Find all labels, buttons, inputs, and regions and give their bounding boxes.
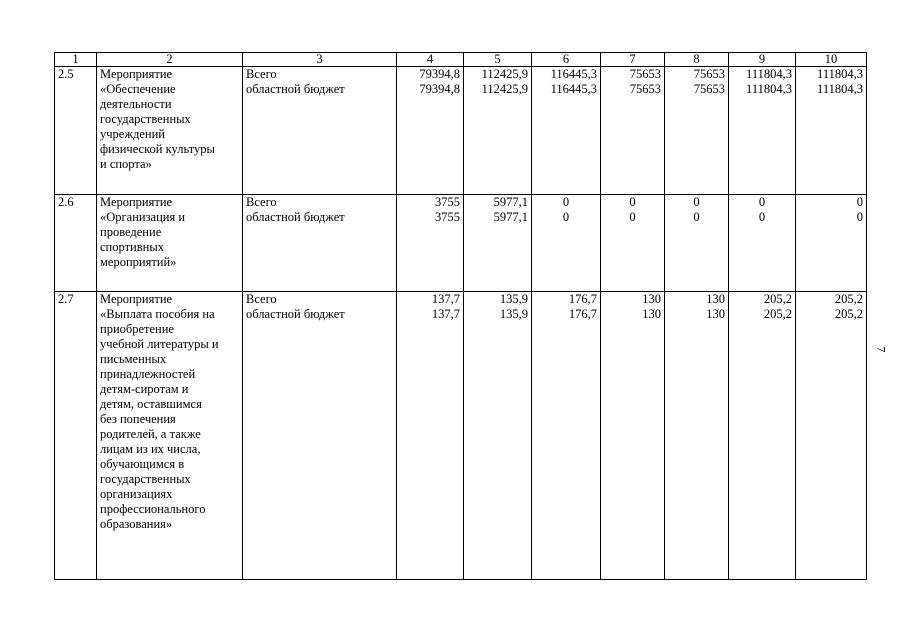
value: 116445,3 <box>550 82 597 96</box>
value: 3755 <box>435 195 460 209</box>
value: 79394,8 <box>419 67 460 81</box>
header-cell: 4 <box>397 53 464 67</box>
item-name-line: Мероприятие <box>100 67 173 81</box>
value-cell <box>796 67 867 195</box>
value: 130 <box>706 307 725 321</box>
funding-source: Всего <box>246 195 277 209</box>
item-name-cell <box>97 67 243 195</box>
budget-table <box>54 52 867 580</box>
item-name-cell <box>97 292 243 580</box>
item-name-line: обучающимся в <box>100 457 185 471</box>
item-name-line: проведение <box>100 225 162 239</box>
value: 205,2 <box>763 292 792 306</box>
value: 0 <box>693 195 700 209</box>
funding-source-cell <box>243 292 397 580</box>
value-cell <box>532 67 601 195</box>
funding-source: Всего <box>246 292 277 306</box>
value: 0 <box>758 195 766 209</box>
value: 0 <box>562 195 570 209</box>
value-cell <box>397 292 464 580</box>
item-name-line: «Выплата пособия на <box>100 307 215 321</box>
value-cell <box>532 195 601 292</box>
value: 0 <box>693 210 700 224</box>
table-body <box>55 53 867 580</box>
item-name-line: приобретение <box>100 322 174 336</box>
value: 0 <box>629 210 636 224</box>
item-name-line: «Организация и <box>100 210 186 224</box>
item-code: 2.6 <box>55 195 97 292</box>
value: 111804,3 <box>746 67 792 81</box>
item-name-line: принадлежностей <box>100 367 196 381</box>
header-cell: 5 <box>464 53 532 67</box>
item-name-line: без попечения <box>100 412 176 426</box>
item-name-line: учебной литературы и <box>100 337 219 351</box>
value: 135,9 <box>499 292 528 306</box>
value: 0 <box>856 210 863 224</box>
value: 111804,3 <box>817 67 863 81</box>
value: 79394,8 <box>419 82 460 96</box>
item-name-line: родителей, а также <box>100 427 201 441</box>
value-cell <box>796 195 867 292</box>
value: 205,2 <box>834 292 863 306</box>
value: 176,7 <box>568 307 597 321</box>
item-code: 2.7 <box>55 292 97 580</box>
value-cell <box>532 292 601 580</box>
item-name-line: лицам из их числа, <box>100 442 201 456</box>
item-name-line: и спорта» <box>100 157 152 171</box>
value: 75653 <box>629 82 661 96</box>
header-cell: 6 <box>532 53 601 67</box>
table-row <box>55 67 867 195</box>
funding-source: областной бюджет <box>246 82 345 96</box>
value-cell <box>729 67 796 195</box>
value: 0 <box>758 210 766 224</box>
value: 176,7 <box>568 292 597 306</box>
item-name-line: физической культуры <box>100 142 215 156</box>
item-code: 2.5 <box>55 67 97 195</box>
item-name-line: детям-сиротам и <box>100 382 189 396</box>
value-cell <box>729 195 796 292</box>
item-name-cell <box>97 195 243 292</box>
value: 111804,3 <box>817 82 863 96</box>
value-cell <box>729 292 796 580</box>
value: 0 <box>629 195 636 209</box>
item-name-line: деятельности <box>100 97 172 111</box>
value: 75653 <box>693 82 725 96</box>
value: 5977,1 <box>493 195 528 209</box>
item-name-line: образования» <box>100 517 173 531</box>
value: 205,2 <box>834 307 863 321</box>
item-name-line: детям, оставшимся <box>100 397 202 411</box>
value-cell <box>665 67 729 195</box>
page-number: 7 <box>874 346 889 353</box>
item-name-line: организациях <box>100 487 173 501</box>
value: 130 <box>642 307 661 321</box>
table-row <box>55 292 867 580</box>
value-cell <box>397 195 464 292</box>
header-cell: 8 <box>665 53 729 67</box>
value-cell <box>796 292 867 580</box>
value: 205,2 <box>763 307 792 321</box>
value: 130 <box>642 292 661 306</box>
item-name-line: письменных <box>100 352 167 366</box>
table-row <box>55 195 867 292</box>
funding-source-cell <box>243 67 397 195</box>
value-cell <box>601 195 665 292</box>
item-name-line: мероприятий» <box>100 255 177 269</box>
header-cell: 7 <box>601 53 665 67</box>
funding-source: областной бюджет <box>246 210 345 224</box>
item-name-line: Мероприятие <box>100 292 173 306</box>
value: 112425,9 <box>481 82 528 96</box>
value: 75653 <box>693 67 725 81</box>
value: 137,7 <box>431 307 460 321</box>
value: 112425,9 <box>481 67 528 81</box>
item-name-line: государственных <box>100 112 191 126</box>
value: 111804,3 <box>746 82 792 96</box>
value: 116445,3 <box>550 67 597 81</box>
item-name-line: профессионального <box>100 502 206 516</box>
item-name-line: Мероприятие <box>100 195 173 209</box>
value: 130 <box>706 292 725 306</box>
funding-source: Всего <box>246 67 277 81</box>
value-cell <box>464 292 532 580</box>
item-name-line: «Обеспечение <box>100 82 176 96</box>
value-cell <box>464 67 532 195</box>
value-cell <box>601 292 665 580</box>
value-cell <box>397 67 464 195</box>
item-name-line: спортивных <box>100 240 164 254</box>
value: 137,7 <box>431 292 460 306</box>
header-cell: 10 <box>796 53 867 67</box>
value-cell <box>665 195 729 292</box>
header-cell: 2 <box>97 53 243 67</box>
value: 135,9 <box>499 307 528 321</box>
value-cell <box>464 195 532 292</box>
funding-source-cell <box>243 195 397 292</box>
header-cell: 9 <box>729 53 796 67</box>
value: 0 <box>856 195 863 209</box>
header-cell: 1 <box>55 53 97 67</box>
value: 3755 <box>435 210 460 224</box>
header-row <box>55 53 867 67</box>
funding-source: областной бюджет <box>246 307 345 321</box>
item-name-line: государственных <box>100 472 191 486</box>
value: 75653 <box>629 67 661 81</box>
value-cell <box>601 67 665 195</box>
value: 0 <box>562 210 570 224</box>
value: 5977,1 <box>493 210 528 224</box>
header-cell: 3 <box>243 53 397 67</box>
item-name-line: учреждений <box>100 127 165 141</box>
value-cell <box>665 292 729 580</box>
